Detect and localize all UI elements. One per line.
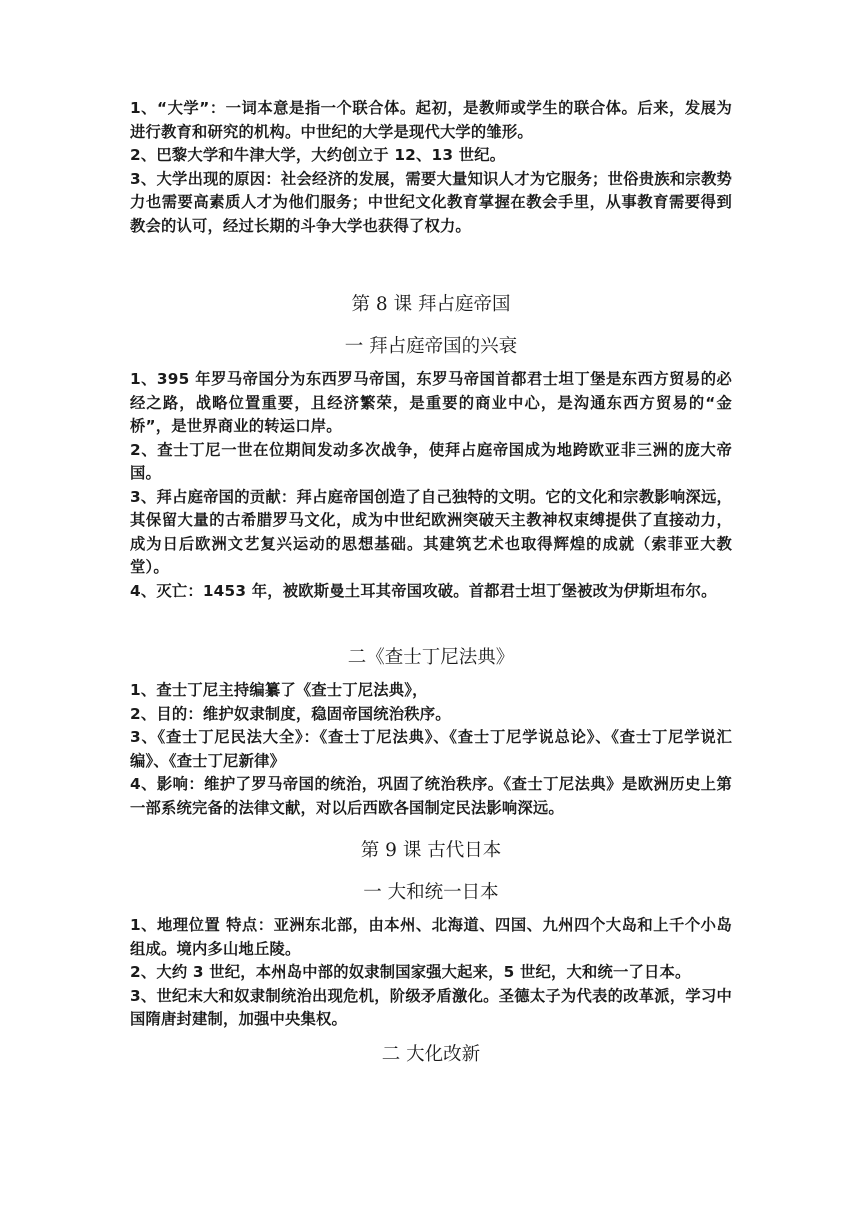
lesson-9-section-2-title: 二 大化改新 [381,1043,481,1065]
lesson-9-section-1-item-1: 1、地理位置 特点：亚洲东北部，由本州、北海道、四国、九州四个大岛和上千个小岛组成。境内多山地丘陵。 [130,916,732,958]
lesson-8-section-2-item-2: 2、目的：维护奴隶制度，稳固帝国统治秩序。 [130,704,451,723]
lesson-8-section-2-item-3: 3、《查士丁尼民法大全》：《查士丁尼法典》、《查士丁尼学说总论》、《查士丁尼学说汇编》、《查士丁尼新律》 [130,728,732,770]
lesson-9-section-1-title: 一 大和统一日本 [363,882,499,903]
lesson-9-section-1-item-2: 2、大约 3 世纪，本州岛中部的奴隶制国家强大起来，5 世纪，大和统一了日本。 [130,963,691,981]
lesson-8-section-1-item-3: 3、拜占庭帝国的贡献：拜占庭帝国创造了自己独特的文明。它的文化和宗教影响深远，其保留大量的古希腊罗马文化，成为中世纪欧洲突破天主教神权束缚提供了直接动力，成为日后欧洲文艺复兴运动的思想基础。其建筑艺术也取得辉煌的成就（索菲亚大教堂）。 [130,487,732,576]
intro-paragraph-1: 1、“大学”：一词本意是指一个联合体。起初，是教师或学生的联合体。后来，发展为进行教育和研究的机构。中世纪的大学是现代大学的雏形。 [130,99,732,141]
lesson-8-section-2-title: 二《查士丁尼法典》 [347,647,515,668]
intro-paragraph-3: 3、大学出现的原因：社会经济的发展，需要大量知识人才为它服务；世俗贵族和宗教势力也需要高素质人才为他们服务；中世纪文化教育掌握在教会手里，从事教育需要得到教会的认可，经过长期的斗争大学也获得了权力。 [130,169,732,235]
lesson-8-section-1-item-1: 1、395 年罗马帝国分为东西罗马帝国，东罗马帝国首都君士坦丁堡是东西方贸易的必经之路，战略位置重要，且经济繁荣，是重要的商业中心，是沟通东西方贸易的“金桥”，是世界商业的转运口岸。 [130,370,732,435]
lesson-8-section-1-item-4: 4、灭亡：1453 年，被欧斯曼土耳其帝国攻破。首都君士坦丁堡被改为伊斯坦布尔。 [130,581,717,600]
lesson-8-section-1-title: 一 拜占庭帝国的兴衰 [344,336,518,357]
lesson-9-section-1-item-3: 3、世纪末大和奴隶制统治出现危机，阶级矛盾激化。圣德太子为代表的改革派，学习中国隋唐封建制，加强中央集权。 [130,986,732,1028]
lesson-8-section-1-item-2: 2、查士丁尼一世在位期间发动多次战争，使拜占庭帝国成为地跨欧亚非三洲的庞大帝国。 [130,440,732,482]
document-content [130,97,732,1068]
lesson-8-section-2-item-4: 4、影响：维护了罗马帝国的统治，巩固了统治秩序。《查士丁尼法典》是欧洲历史上第一部系统完备的法律文献，对以后西欧各国制定民法影响深远。 [130,775,732,817]
lesson-8-title: 第 8 课 拜占庭帝国 [351,294,511,315]
lesson-8-section-2-item-1: 1、查士丁尼主持编纂了《查士丁尼法典》， [130,681,428,699]
intro-paragraph-2: 2、巴黎大学和牛津大学，大约创立于 12、13 世纪。 [130,146,506,164]
lesson-9-title: 第 9 课 古代日本 [360,840,502,861]
